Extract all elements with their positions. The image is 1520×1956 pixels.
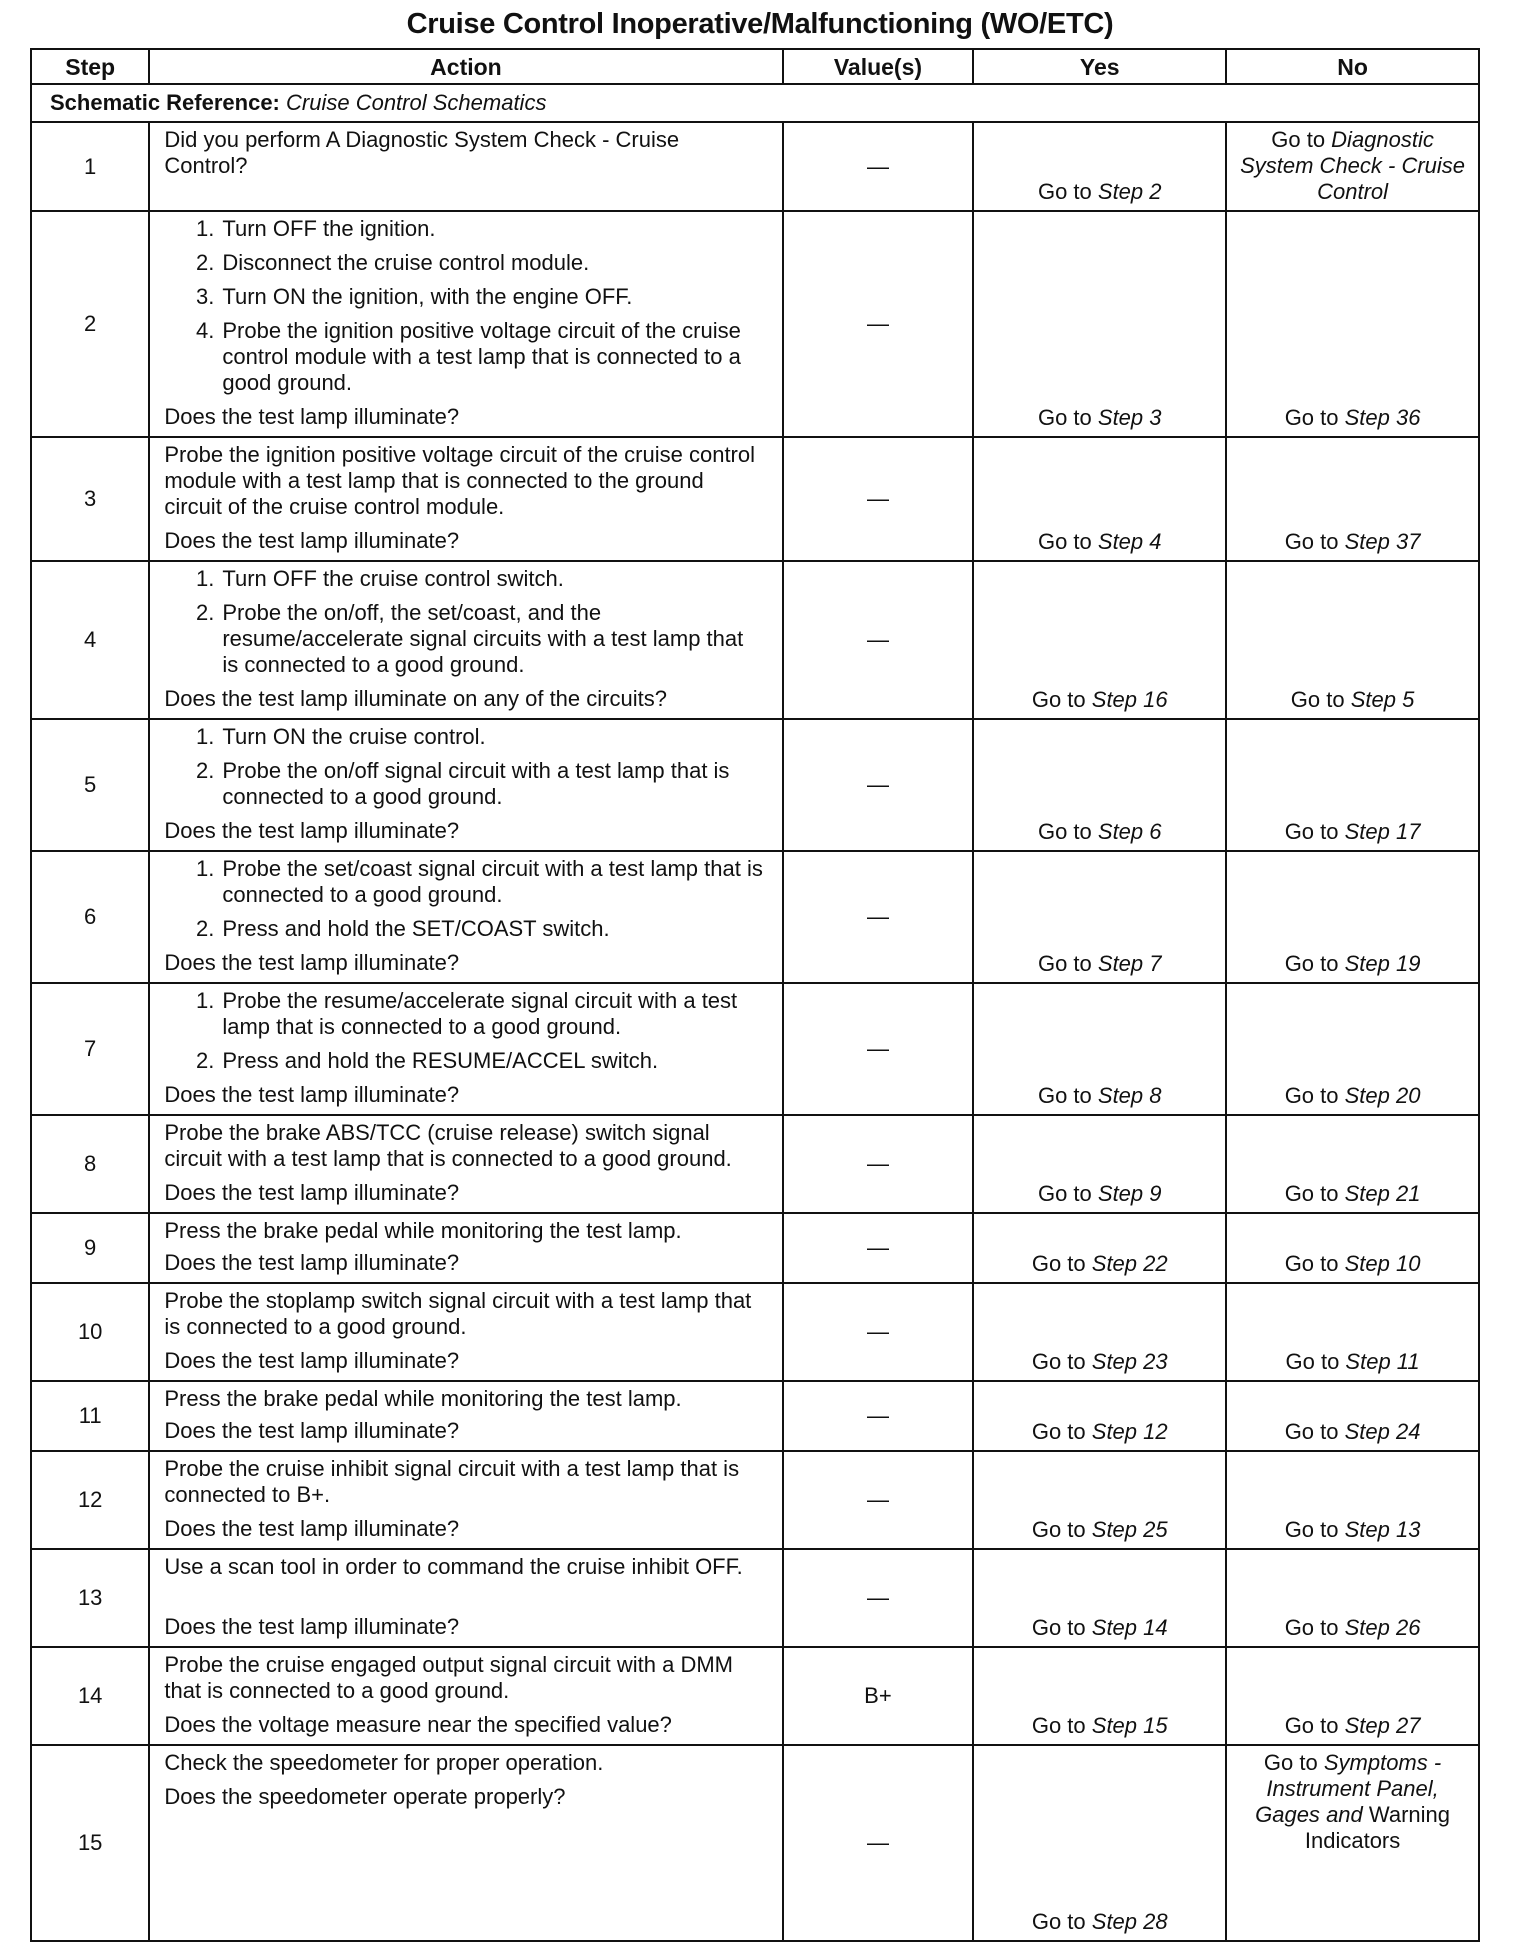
step-number: 13 [31, 1549, 149, 1647]
yes-step-link[interactable]: Step 9 [1097, 1181, 1162, 1206]
table-row [31, 1549, 1479, 1647]
action-cell [149, 719, 782, 851]
step-number: 12 [31, 1451, 149, 1549]
table-row [31, 1451, 1479, 1549]
action-cell [149, 1115, 782, 1213]
yes-goto-prefix: Go to [1031, 1909, 1092, 1934]
yes-step-link[interactable]: Step 25 [1091, 1517, 1168, 1542]
yes-step-link[interactable]: Step 14 [1091, 1615, 1168, 1640]
no-step-link[interactable]: Step 11 [1345, 1349, 1420, 1374]
no-goto-prefix: Go to [1284, 1517, 1345, 1542]
no-cell [1226, 851, 1479, 983]
table-row [31, 851, 1479, 983]
action-text: Probe the cruise inhibit signal circuit with a test lamp that is connected to B+. [164, 1456, 740, 1507]
action-text: Check the speedometer for proper operation. [164, 1750, 604, 1775]
value-cell: — [783, 437, 974, 561]
header-action: Action [149, 49, 782, 84]
no-goto-post[interactable]: Warning Indicators [1304, 1802, 1451, 1853]
action-question: Does the test lamp illuminate? [164, 404, 460, 429]
no-goto-prefix: Go to [1284, 819, 1345, 844]
action-content [164, 1456, 763, 1542]
no-cell [1226, 719, 1479, 851]
no-cell [1226, 211, 1479, 437]
header-step: Step [31, 49, 149, 84]
yes-cell [973, 1283, 1226, 1381]
action-step-item [164, 600, 763, 678]
step-number: 4 [31, 561, 149, 719]
yes-goto-prefix: Go to [1031, 1517, 1092, 1542]
header-no: No [1226, 49, 1479, 84]
step-number: 10 [31, 1283, 149, 1381]
action-step-number: 1. [196, 724, 215, 749]
action-content [164, 1218, 763, 1276]
action-cell [149, 1549, 782, 1647]
schematic-link[interactable]: Cruise Control Schematics [286, 90, 547, 115]
no-step-link[interactable]: Step 20 [1344, 1083, 1421, 1108]
yes-step-link[interactable]: Step 22 [1091, 1251, 1168, 1276]
value-cell: — [783, 1213, 974, 1283]
no-cell [1226, 437, 1479, 561]
yes-goto-prefix: Go to [1037, 1181, 1098, 1206]
yes-goto-prefix: Go to [1031, 687, 1092, 712]
step-number: 11 [31, 1381, 149, 1451]
action-content [164, 1652, 763, 1738]
action-text: Use a scan tool in order to command the cruise inhibit OFF. [164, 1554, 743, 1579]
step-number: 5 [31, 719, 149, 851]
no-step-link[interactable]: Step 19 [1344, 951, 1421, 976]
no-goto-prefix: Go to [1284, 1419, 1345, 1444]
no-goto-prefix: Go to [1284, 1615, 1345, 1640]
action-cell [149, 1451, 782, 1549]
action-cell [149, 1381, 782, 1451]
step-number: 6 [31, 851, 149, 983]
yes-goto-prefix: Go to [1037, 529, 1098, 554]
action-text: Did you perform A Diagnostic System Check - Cruise Control? [164, 127, 680, 178]
yes-goto-prefix: Go to [1037, 1083, 1098, 1108]
no-cell [1226, 1213, 1479, 1283]
schematic-reference [31, 84, 1479, 122]
yes-goto-prefix: Go to [1037, 819, 1098, 844]
action-steps-list [164, 566, 763, 686]
action-step-text: Press and hold the SET/COAST switch. [222, 916, 610, 941]
action-step-item [164, 318, 763, 396]
action-step-text: Probe the ignition positive voltage circuit of the cruise control module with a test lamp that is connected to a good ground. [222, 318, 741, 395]
action-question: Does the speedometer operate properly? [164, 1784, 566, 1809]
action-content [164, 1120, 763, 1206]
action-text: Probe the cruise engaged output signal circuit with a DMM that is connected to a good ground. [164, 1652, 733, 1703]
no-goto-prefix: Go to [1285, 1349, 1346, 1374]
yes-step-link[interactable]: Step 28 [1091, 1909, 1168, 1934]
yes-cell [973, 437, 1226, 561]
action-step-number: 2. [196, 250, 215, 275]
action-question: Does the test lamp illuminate? [164, 1614, 460, 1639]
yes-cell [973, 1451, 1226, 1549]
table-row [31, 437, 1479, 561]
yes-cell [973, 851, 1226, 983]
table-header-row [31, 49, 1479, 84]
no-step-link[interactable]: Step 26 [1344, 1615, 1421, 1640]
action-content [164, 988, 763, 1108]
value-cell: — [783, 122, 974, 211]
action-content [164, 856, 763, 976]
yes-step-link[interactable]: Step 3 [1097, 405, 1162, 430]
action-text: Press the brake pedal while monitoring the test lamp. [164, 1386, 682, 1411]
no-goto-prefix: Go to [1284, 1713, 1345, 1738]
value-cell: — [783, 851, 974, 983]
action-text: Probe the stoplamp switch signal circuit with a test lamp that is connected to a good ground. [164, 1288, 752, 1339]
document-title: Cruise Control Inoperative/Malfunctioning (WO/ETC) [406, 8, 1114, 40]
action-question: Does the test lamp illuminate? [164, 950, 460, 975]
action-content [164, 566, 763, 712]
action-step-number: 1. [196, 566, 215, 591]
action-step-text: Turn OFF the ignition. [222, 216, 436, 241]
action-step-number: 2. [196, 600, 215, 625]
action-step-text: Press and hold the RESUME/ACCEL switch. [222, 1048, 659, 1073]
yes-cell [973, 719, 1226, 851]
action-step-item [164, 856, 763, 908]
yes-step-link[interactable]: Step 15 [1091, 1713, 1168, 1738]
action-step-item [164, 916, 763, 942]
yes-cell [973, 983, 1226, 1115]
action-step-number: 1. [196, 216, 215, 241]
yes-step-link[interactable]: Step 2 [1097, 179, 1162, 204]
action-step-number: 1. [196, 856, 215, 881]
action-cell [149, 561, 782, 719]
no-cell [1226, 122, 1479, 211]
action-step-text: Probe the on/off, the set/coast, and the resume/accelerate signal circuits with a test lamp that is connected to a good ground. [222, 600, 744, 677]
yes-goto-prefix: Go to [1031, 1713, 1092, 1738]
table-row [31, 1115, 1479, 1213]
action-step-text: Turn ON the ignition, with the engine OFF. [222, 284, 633, 309]
yes-cell [973, 1381, 1226, 1451]
step-number: 14 [31, 1647, 149, 1745]
yes-cell [973, 561, 1226, 719]
action-content [164, 1386, 763, 1444]
step-number: 9 [31, 1213, 149, 1283]
no-step-link[interactable]: Symptoms - Instrument Panel, Gages [1255, 1750, 1442, 1827]
no-cell [1226, 561, 1479, 719]
yes-cell [973, 1549, 1226, 1647]
action-step-item [164, 988, 763, 1040]
header-values: Value(s) [783, 49, 974, 84]
no-goto-prefix: Go to [1284, 1083, 1345, 1108]
no-cell [1226, 1647, 1479, 1745]
table-row [31, 1745, 1479, 1941]
action-question: Does the test lamp illuminate on any of the circuits? [164, 686, 667, 711]
action-step-number: 1. [196, 988, 215, 1013]
no-goto-prefix: Go to [1284, 529, 1345, 554]
value-cell: — [783, 211, 974, 437]
action-question: Does the test lamp illuminate? [164, 1250, 460, 1275]
action-question: Does the test lamp illuminate? [164, 528, 460, 553]
action-text: Probe the brake ABS/TCC (cruise release) switch signal circuit with a test lamp that is connected to a good ground. [164, 1120, 732, 1171]
action-cell [149, 983, 782, 1115]
no-goto-prefix: Go to [1290, 687, 1351, 712]
action-step-text: Disconnect the cruise control module. [222, 250, 590, 275]
schematic-label: Schematic Reference: [50, 90, 280, 115]
no-cell [1226, 1115, 1479, 1213]
table-row [31, 1381, 1479, 1451]
no-goto-prefix: Go to [1284, 405, 1345, 430]
no-goto-prefix: Go to [1284, 1251, 1345, 1276]
action-step-number: 4. [196, 318, 215, 343]
step-number: 1 [31, 122, 149, 211]
action-step-text: Probe the set/coast signal circuit with a test lamp that is connected to a good ground. [222, 856, 763, 907]
yes-step-link[interactable]: Step 23 [1091, 1349, 1168, 1374]
action-step-item [164, 758, 763, 810]
action-cell [149, 1283, 782, 1381]
step-number: 7 [31, 983, 149, 1115]
no-cell [1226, 1283, 1479, 1381]
yes-cell [973, 211, 1226, 437]
action-cell [149, 122, 782, 211]
action-question: Does the test lamp illuminate? [164, 1516, 460, 1541]
action-step-item [164, 724, 763, 750]
no-cell [1226, 1451, 1479, 1549]
action-question: Does the test lamp illuminate? [164, 1348, 460, 1373]
action-step-item [164, 216, 763, 242]
action-cell [149, 1213, 782, 1283]
no-cell [1226, 1381, 1479, 1451]
value-cell: — [783, 1451, 974, 1549]
yes-cell [973, 1213, 1226, 1283]
action-step-text: Probe the resume/accelerate signal circuit with a test lamp that is connected to a good ground. [222, 988, 738, 1039]
no-step-link[interactable]: Step 36 [1344, 405, 1421, 430]
table-row [31, 1647, 1479, 1745]
action-step-number: 2. [196, 1048, 215, 1073]
action-cell [149, 851, 782, 983]
step-number: 2 [31, 211, 149, 437]
action-cell [149, 437, 782, 561]
action-step-item [164, 1048, 763, 1074]
table-row [31, 983, 1479, 1115]
no-step-link[interactable]: Step 13 [1344, 1517, 1421, 1542]
no-step-link[interactable]: Step 17 [1344, 819, 1421, 844]
value-cell: — [783, 719, 974, 851]
action-step-number: 2. [196, 758, 215, 783]
action-step-number: 3. [196, 284, 215, 309]
step-number: 8 [31, 1115, 149, 1213]
header-yes: Yes [973, 49, 1226, 84]
action-step-text: Turn OFF the cruise control switch. [222, 566, 564, 591]
diagnostic-table [30, 48, 1480, 1942]
action-question: Does the test lamp illuminate? [164, 818, 460, 843]
yes-step-link[interactable]: Step 6 [1097, 819, 1162, 844]
no-goto-mid: and [1326, 1802, 1363, 1827]
action-content [164, 1288, 763, 1374]
value-cell: — [783, 561, 974, 719]
no-goto-prefix: Go to [1284, 951, 1345, 976]
no-step-link[interactable]: Diagnostic System Check - Cruise Control [1240, 127, 1466, 204]
yes-goto-prefix: Go to [1031, 1419, 1092, 1444]
yes-cell [973, 1647, 1226, 1745]
action-steps-list [164, 856, 763, 950]
action-step-item [164, 566, 763, 592]
action-content [164, 442, 763, 554]
action-step-text: Turn ON the cruise control. [222, 724, 486, 749]
action-question: Does the test lamp illuminate? [164, 1418, 460, 1443]
no-step-link[interactable]: Step 24 [1344, 1419, 1421, 1444]
yes-step-link[interactable]: Step 8 [1097, 1083, 1162, 1108]
table-row [31, 1283, 1479, 1381]
yes-goto-prefix: Go to [1031, 1349, 1092, 1374]
schematic-reference-row [31, 84, 1479, 122]
action-steps-list [164, 216, 763, 404]
action-step-text: Probe the on/off signal circuit with a test lamp that is connected to a good ground. [222, 758, 730, 809]
action-text: Probe the ignition positive voltage circuit of the cruise control module with a test lamp that is connected to the ground circuit of the cruise control module. [164, 442, 756, 519]
no-goto-prefix: Go to [1271, 127, 1332, 152]
no-step-link[interactable]: Step 5 [1350, 687, 1415, 712]
table-row [31, 1213, 1479, 1283]
table-row [31, 122, 1479, 211]
step-number: 15 [31, 1745, 149, 1941]
value-cell: — [783, 1381, 974, 1451]
yes-cell [973, 1745, 1226, 1941]
action-content [164, 724, 763, 844]
table-row [31, 211, 1479, 437]
yes-goto-prefix: Go to [1037, 179, 1098, 204]
action-steps-list [164, 988, 763, 1082]
yes-goto-prefix: Go to [1031, 1615, 1092, 1640]
yes-goto-prefix: Go to [1037, 951, 1098, 976]
value-cell: — [783, 983, 974, 1115]
action-question: Does the test lamp illuminate? [164, 1082, 460, 1107]
no-goto-prefix: Go to [1284, 1181, 1345, 1206]
action-step-number: 2. [196, 916, 215, 941]
value-cell: — [783, 1745, 974, 1941]
action-step-item [164, 284, 763, 310]
yes-goto-prefix: Go to [1031, 1251, 1092, 1276]
no-step-link[interactable]: Step 37 [1344, 529, 1421, 554]
action-cell [149, 1647, 782, 1745]
no-step-link[interactable]: Step 21 [1344, 1181, 1421, 1206]
table-row [31, 719, 1479, 851]
value-cell: — [783, 1549, 974, 1647]
yes-cell [973, 122, 1226, 211]
action-cell [149, 211, 782, 437]
action-text: Press the brake pedal while monitoring the test lamp. [164, 1218, 682, 1243]
action-content [164, 216, 763, 430]
no-goto-prefix: Go to [1263, 1750, 1324, 1775]
step-number: 3 [31, 437, 149, 561]
no-cell [1226, 1745, 1479, 1941]
action-content [164, 1554, 763, 1640]
action-step-item [164, 250, 763, 276]
no-step-link[interactable]: Step 27 [1344, 1713, 1421, 1738]
yes-goto-prefix: Go to [1037, 405, 1098, 430]
yes-step-link[interactable]: Step 7 [1097, 951, 1162, 976]
value-cell: B+ [783, 1647, 974, 1745]
yes-step-link[interactable]: Step 4 [1097, 529, 1162, 554]
no-step-link[interactable]: Step 10 [1344, 1251, 1421, 1276]
no-cell [1226, 983, 1479, 1115]
yes-cell [973, 1115, 1226, 1213]
action-question: Does the voltage measure near the specified value? [164, 1712, 672, 1737]
no-cell [1226, 1549, 1479, 1647]
action-question: Does the test lamp illuminate? [164, 1180, 460, 1205]
table-row [31, 561, 1479, 719]
value-cell: — [783, 1283, 974, 1381]
value-cell: — [783, 1115, 974, 1213]
action-cell [149, 1745, 782, 1941]
yes-step-link[interactable]: Step 16 [1091, 687, 1168, 712]
action-steps-list [164, 724, 763, 818]
yes-step-link[interactable]: Step 12 [1091, 1419, 1168, 1444]
